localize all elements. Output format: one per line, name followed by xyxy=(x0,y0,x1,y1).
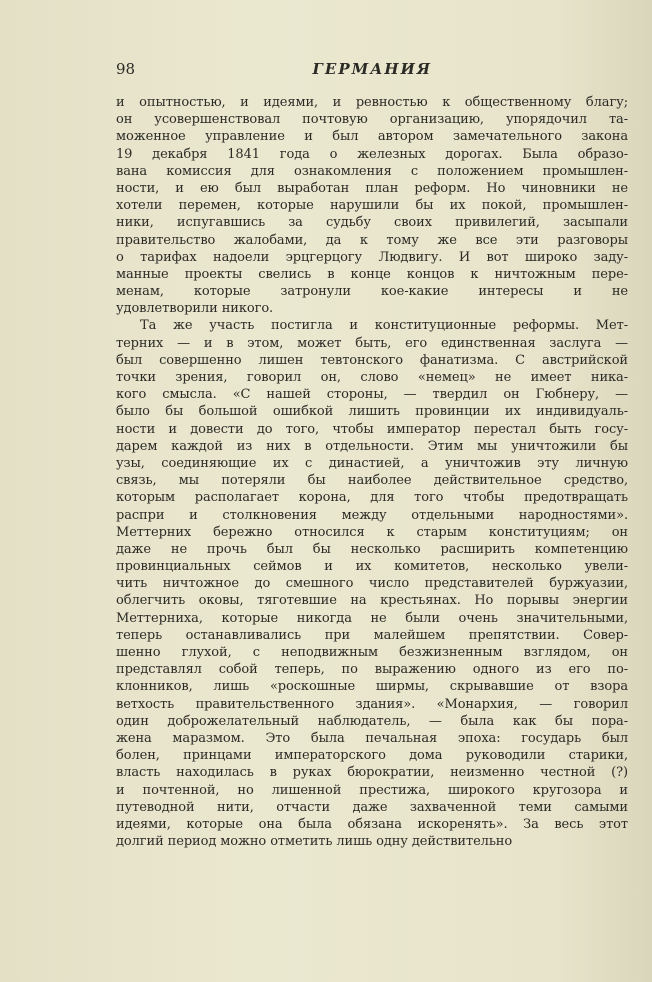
text-line: Меттерних бережно относился к старым конституциям; он xyxy=(116,524,628,540)
text-line: он усовершенствовал почтовую организацию, упорядочил та- xyxy=(116,112,628,128)
text-line: один доброжелательный наблюдатель, — была как бы пора- xyxy=(116,713,628,729)
text-line: которым располагает корона, для того чтобы предотвращать xyxy=(116,490,628,506)
text-line: манные проекты свелись в конце концов к ничтожным пере- xyxy=(116,266,628,282)
text-line: облегчить оковы, тяготевшие на крестьянах. Но порывы энергии xyxy=(116,593,628,609)
text-line: удовлетворили никого. xyxy=(116,301,274,317)
text-line: ности и довести до того, чтобы император перестал быть госу- xyxy=(116,421,628,437)
text-line: распри и столкновения между отдельными народностями». xyxy=(116,507,628,523)
text-line: о тарифах надоели эрцгерцогу Людвигу. И вот широко заду- xyxy=(116,249,628,265)
page-number: 98 xyxy=(116,60,136,78)
text-line: терних — и в этом, может быть, его единственная заслуга — xyxy=(116,335,628,351)
text-line: ности, и ею был выработан план реформ. Но чиновники не xyxy=(116,180,628,196)
text-line: провинциальных сеймов и их комитетов, несколько увели- xyxy=(116,559,628,575)
page-header xyxy=(116,60,628,78)
text-line: узы, соединяющие их с династией, а уничтожив эту личную xyxy=(116,455,628,471)
text-line: чить ничтожное до смешного число представителей буржуазии, xyxy=(116,576,628,592)
text-line: власть находилась в руках бюрократии, неизменно честной (?) xyxy=(116,765,628,781)
text-line: было бы большой ошибкой лишить провинции их индивидуаль- xyxy=(116,404,628,420)
text-line: связь, мы потеряли бы наиболее действительное средство, xyxy=(116,473,628,489)
running-title: ГЕРМАНИЯ xyxy=(312,60,432,78)
text-line: Та же участь постигла и конституционные реформы. Мет- xyxy=(140,318,628,334)
text-line: путеводной нити, отчасти даже захваченной теми самыми xyxy=(116,799,628,815)
text-line: дарем каждой из них в отдельности. Этим мы уничтожили бы xyxy=(116,438,628,454)
text-line: представлял собой теперь, по выражению одного из его по- xyxy=(116,662,628,678)
text-line: даже не прочь был бы несколько расширить компетенцию xyxy=(116,541,628,557)
text-line: хотели перемен, которые нарушили бы их покой, промышлен- xyxy=(116,198,628,214)
text-line: 19 декабря 1841 года о железных дорогах. Была образо- xyxy=(116,146,628,162)
text-line: болен, принцами императорского дома руководили старики, xyxy=(116,748,628,764)
text-line: долгий период можно отметить лишь одну действительно xyxy=(116,834,513,850)
text-line: шенно глухой, с неподвижным безжизненным взглядом, он xyxy=(116,645,628,660)
text-line: правительство жалобами, да к тому же все эти разговоры xyxy=(116,232,628,248)
text-line: был совершенно лишен тевтонского фанатизма. С австрийской xyxy=(116,352,628,368)
text-line: и почтенной, но лишенной престижа, широкого кругозора и xyxy=(116,782,628,798)
text-line: жена маразмом. Это была печальная эпоха: государь был xyxy=(116,730,628,746)
text-line: точки зрения, говорил он, слово «немец» не имеет ника- xyxy=(116,370,628,385)
body-text xyxy=(116,94,628,850)
text-line: ники, испугавшись за судьбу своих привилегий, засыпали xyxy=(116,215,628,231)
text-line: менам, которые затронули кое-какие интересы и не xyxy=(116,284,628,300)
text-line: кого смысла. «С нашей стороны, — твердил он Гюбнеру, — xyxy=(116,387,628,403)
text-line: вана комиссия для ознакомления с положением промышлен- xyxy=(116,163,628,179)
text-line: ветхость правительственного здания». «Монархия, — говорил xyxy=(116,696,628,712)
text-line: Меттерниха, которые никогда не были очень значительными, xyxy=(116,610,628,626)
text-line: теперь останавливались при малейшем препятствии. Совер- xyxy=(116,627,628,643)
text-line: клонников, лишь «роскошные ширмы, скрывавшие от взора xyxy=(116,679,628,695)
text-line: моженное управление и был автором замечательного закона xyxy=(116,129,628,145)
text-line: идеями, которые она была обязана искоренять». За весь этот xyxy=(116,816,628,832)
text-line: и опытностью, и идеями, и ревностью к общественному благу; xyxy=(116,95,628,110)
